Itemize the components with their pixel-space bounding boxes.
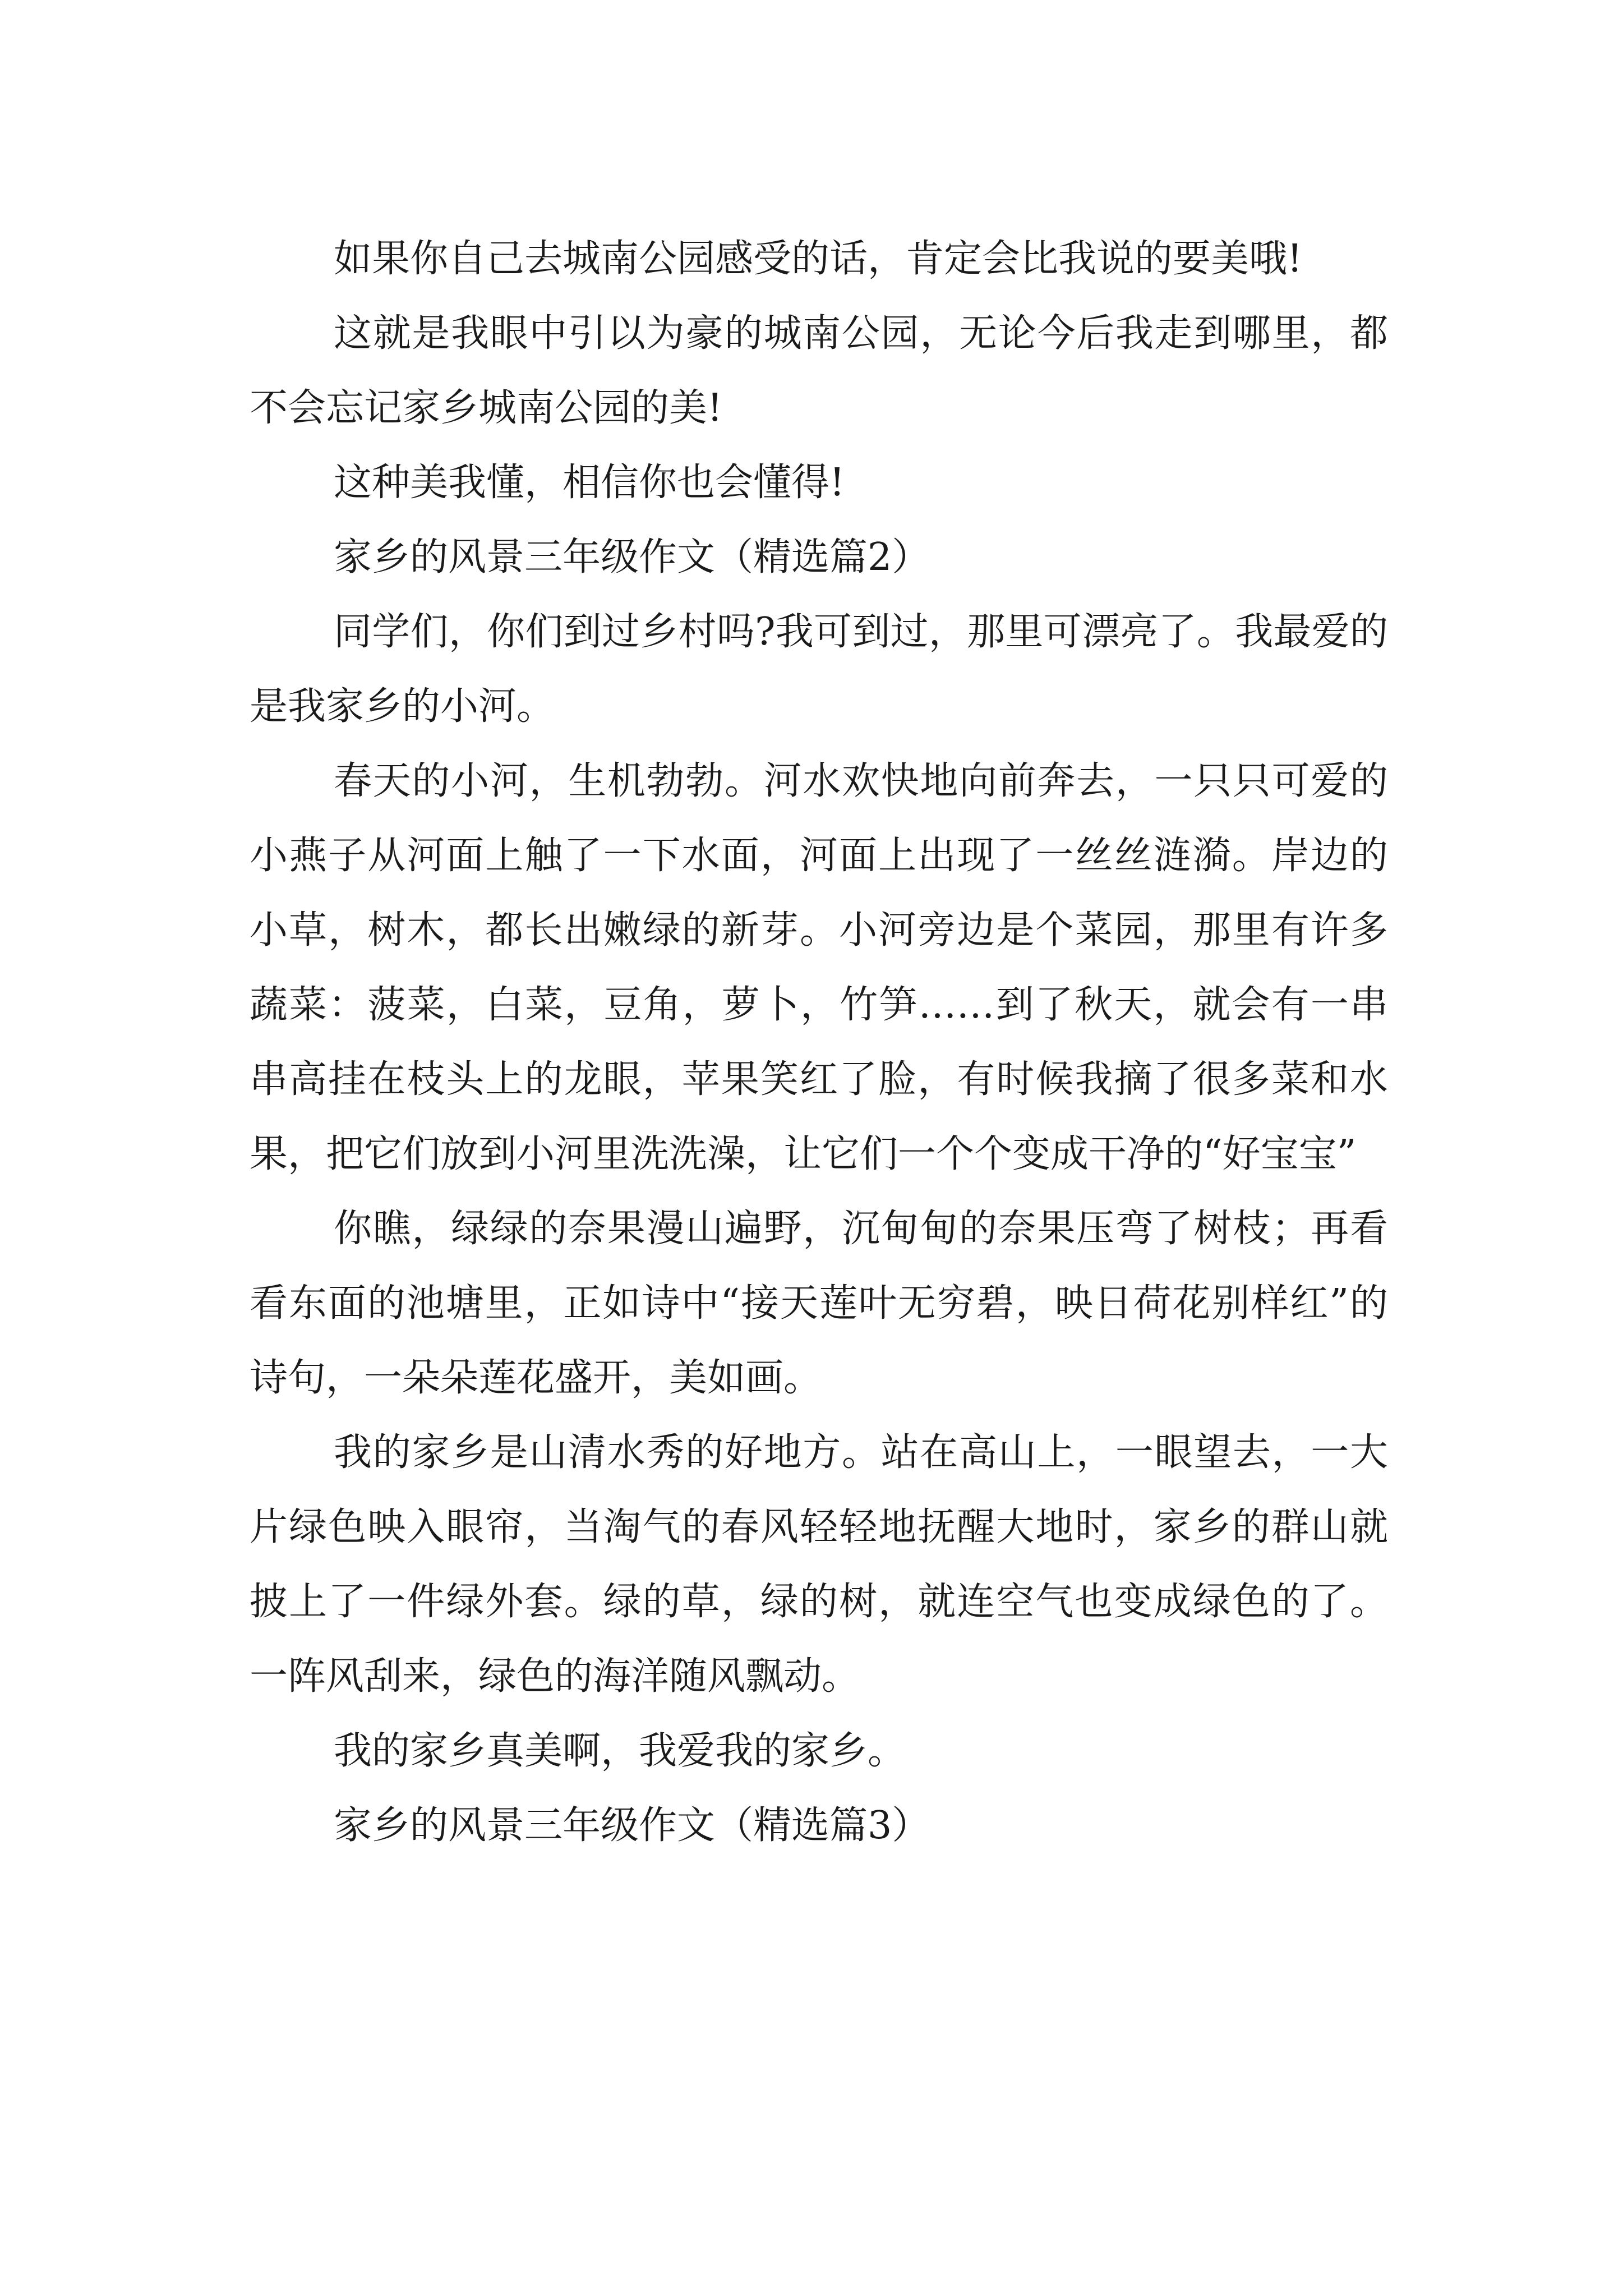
paragraph: 春天的小河，生机勃勃。河水欢快地向前奔去，一只只可爱的小燕子从河面上触了一下水面，河面上出现了一丝丝涟漪。岸边的小草，树木，都长出嫩绿的新芽。小河旁边是个菜园，那里有许多蔬菜：菠菜，白菜，豆角，萝卜，竹笋……到了秋天，就会有一串串高挂在枝头上的龙眼，苹果笑红了脸，有时候我摘了很多菜和水果，把它们放到小河里洗洗澡，让它们一个个变成干净的“好宝宝”	[250, 759, 1388, 1176]
section-heading: 家乡的风景三年级作文（精选篇3）	[334, 1803, 930, 1848]
paragraph: 我的家乡真美啊，我爱我的家乡。	[334, 1729, 906, 1773]
paragraph: 你瞧，绿绿的奈果漫山遍野，沉甸甸的奈果压弯了树枝；再看看东面的池塘里，正如诗中“接天莲叶无穷碧，映日荷花别样红”的诗句，一朵朵莲花盛开，美如画。	[250, 1207, 1388, 1400]
paragraph: 我的家乡是山清水秀的好地方。站在高山上，一眼望去，一大片绿色映入眼帘，当淘气的春风轻轻地抚醒大地时，家乡的群山就披上了一件绿外套。绿的草，绿的树，就连空气也变成绿色的了。一阵风刮来，绿色的海洋随风飘动。	[250, 1430, 1388, 1699]
paragraph: 这种美我懂，相信你也会懂得!	[334, 461, 845, 505]
section-heading: 家乡的风景三年级作文（精选篇2）	[334, 535, 930, 579]
document-page	[250, 222, 1388, 1863]
paragraph: 如果你自己去城南公园感受的话，肯定会比我说的要美哦!	[334, 237, 1303, 281]
paragraph: 这就是我眼中引以为豪的城南公园，无论今后我走到哪里，都不会忘记家乡城南公园的美!	[250, 311, 1388, 430]
paragraph: 同学们，你们到过乡村吗?我可到过，那里可漂亮了。我最爱的是我家乡的小河。	[250, 610, 1388, 729]
